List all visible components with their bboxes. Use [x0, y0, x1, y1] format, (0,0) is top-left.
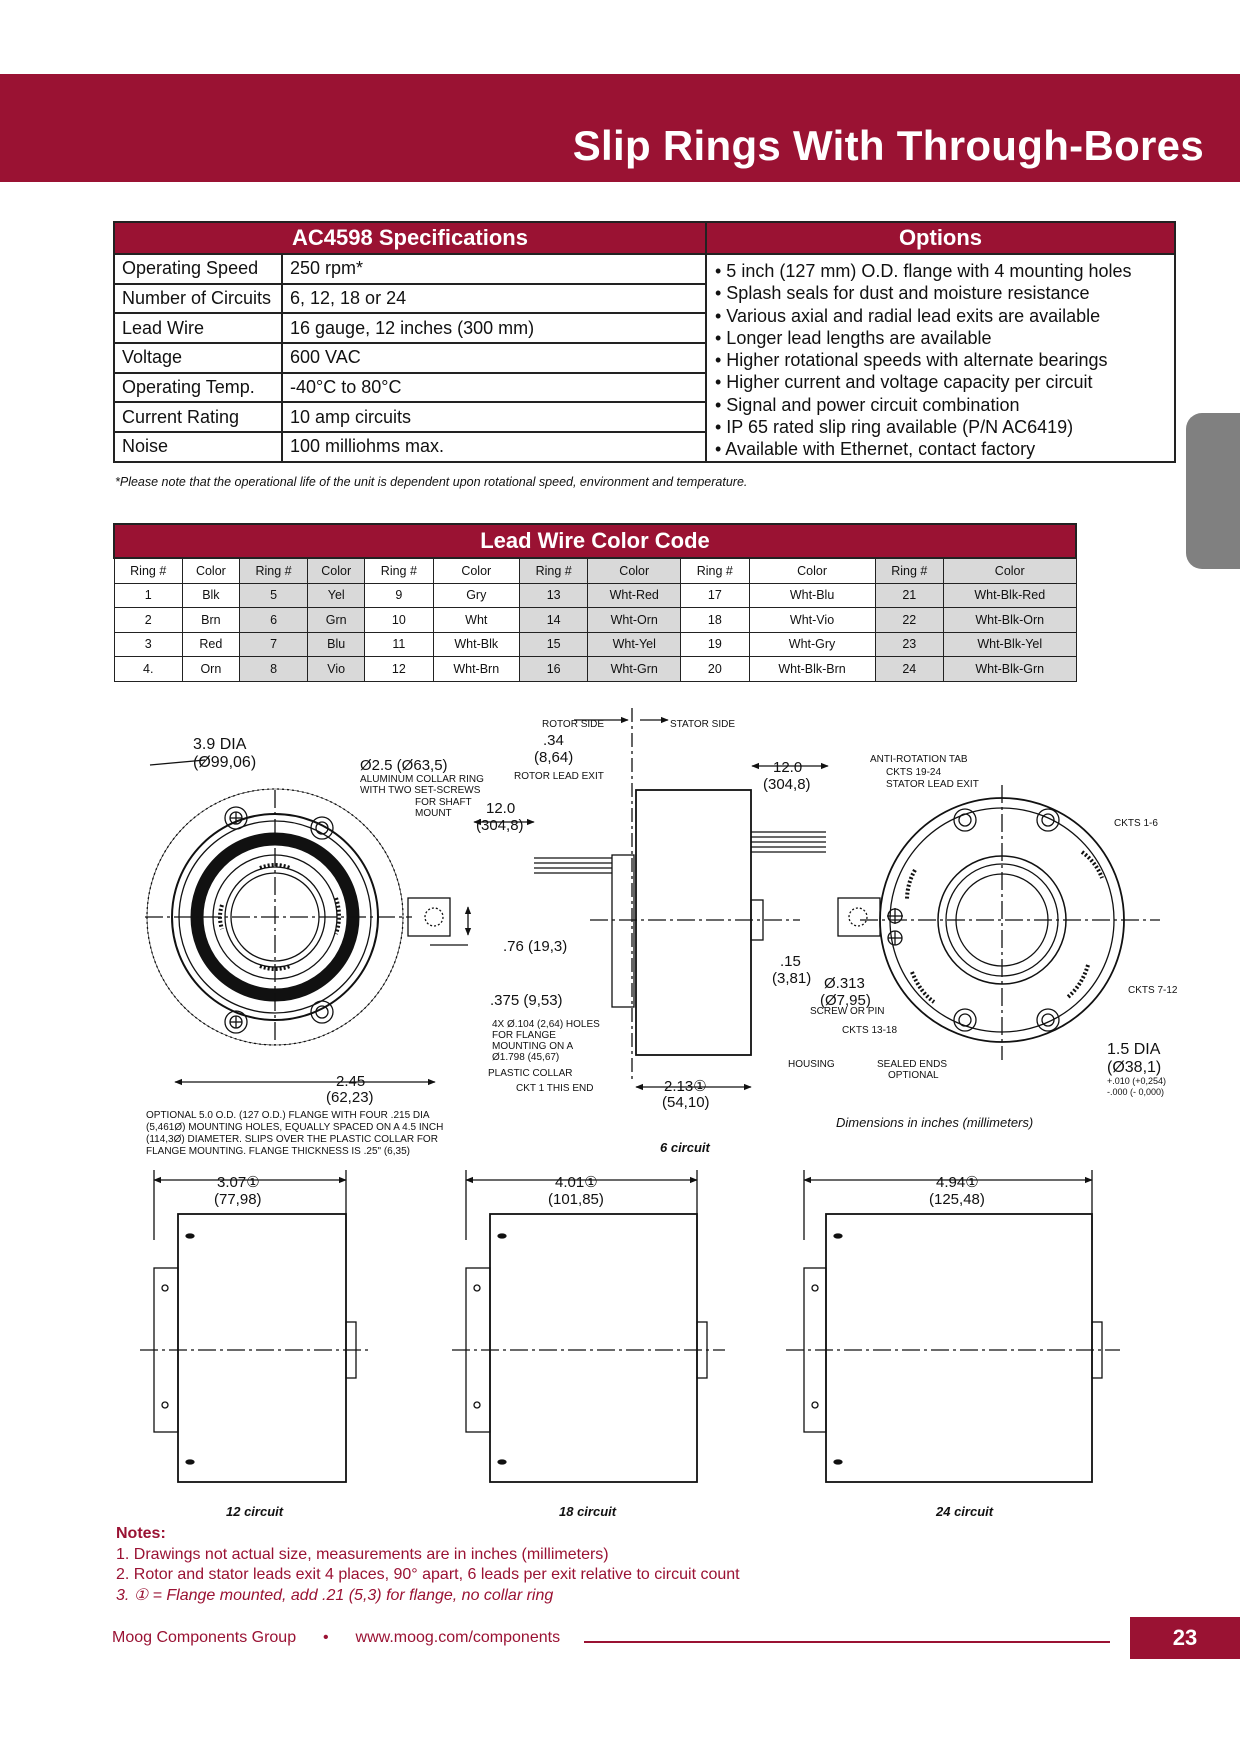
- label-dia-15: 1.5 DIA: [1107, 1041, 1161, 1058]
- footer-rule: [584, 1641, 1110, 1643]
- anti-rotation-tab-right: [838, 898, 903, 945]
- col-header-color: Color: [308, 558, 365, 583]
- label-dims-note: Dimensions in inches (millimeters): [836, 1115, 1034, 1130]
- col-header-color: Color: [588, 558, 681, 583]
- rotor-leads: [534, 858, 612, 873]
- note-item: 1. Drawings not actual size, measurements are in inches (millimeters): [116, 1545, 609, 1563]
- wire-color: Wht-Yel: [588, 632, 681, 657]
- ring-number: 17: [681, 583, 749, 608]
- spec-value: -40°C to 80°C: [282, 373, 706, 403]
- ring-number: 4.: [114, 657, 182, 682]
- label-flange-note: OPTIONAL 5.0 O.D. (127 O.D.) FLANGE WITH FOUR .215 DIA: [146, 1110, 430, 1121]
- label-ckts-1-6: CKTS 1-6: [1114, 818, 1158, 829]
- label-dim-213: 2.13①: [664, 1078, 707, 1095]
- label-flange-note: (114,3Ø) DIAMETER. SLIPS OVER THE PLASTIC COLLAR FOR: [146, 1134, 438, 1145]
- ring-number: 24: [875, 657, 943, 682]
- notes-heading: Notes:: [116, 1525, 166, 1542]
- label-rotor-lead-exit: ROTOR LEAD EXIT: [514, 771, 604, 782]
- contact-arc: [220, 905, 222, 929]
- label-dim-15-mm: (3,81): [772, 970, 812, 987]
- wire-color: Wht-Blu: [749, 583, 875, 608]
- footer-url[interactable]: www.moog.com/components: [355, 1629, 561, 1646]
- specs-heading: AC4598 Specifications: [114, 222, 706, 254]
- wire-color: Wht-Blk-Grn: [943, 657, 1076, 682]
- options-heading: Options: [706, 222, 1175, 254]
- ring-number: 6: [239, 608, 307, 633]
- label-collar-note: MOUNT: [415, 808, 452, 819]
- label-dim-213-mm: (54,10): [662, 1094, 710, 1111]
- ring-number: 9: [365, 583, 433, 608]
- label-dim-313-mm: (Ø7,95): [820, 992, 871, 1009]
- ring-number: 18: [681, 608, 749, 633]
- contact-arc: [1068, 965, 1088, 997]
- ring-number: 1: [114, 583, 182, 608]
- label-tolerance: +.010 (+0,254): [1107, 1076, 1167, 1086]
- label-holes: FOR FLANGE: [492, 1030, 556, 1041]
- option-item: • Signal and power circuit combination: [715, 394, 1020, 415]
- label-holes: MOUNTING ON A: [492, 1041, 574, 1052]
- label-dia-39-mm: (Ø99,06): [193, 754, 257, 771]
- option-item: • Higher rotational speeds with alternate bearings: [715, 350, 1108, 371]
- wire-color: Wht-Blk: [433, 632, 519, 657]
- label-ckts-13-18: CKTS 13-18: [842, 1025, 898, 1036]
- label-rotor-side: ROTOR SIDE: [542, 719, 605, 730]
- ring-number: 14: [519, 608, 587, 633]
- option-item: • Various axial and radial lead exits are available: [715, 305, 1101, 326]
- col-header-ring: Ring #: [239, 558, 307, 583]
- wire-color: Wht-Blk-Orn: [943, 608, 1076, 633]
- col-header-ring: Ring #: [681, 558, 749, 583]
- wire-color: Vio: [308, 657, 365, 682]
- wire-color: Wht-Brn: [433, 657, 519, 682]
- spec-value: 10 amp circuits: [282, 402, 706, 432]
- wire-color: Grn: [308, 608, 365, 633]
- ring-number: 23: [875, 632, 943, 657]
- label-ckt1-this-end: CKT 1 THIS END: [516, 1083, 594, 1094]
- wire-color: Wht-Blk-Red: [943, 583, 1076, 608]
- option-item: • Splash seals for dust and moisture resistance: [715, 283, 1090, 304]
- mounting-bolt: [311, 817, 333, 839]
- label-len-12-right: 12.0: [773, 759, 803, 776]
- label-anti-rotation: ANTI-ROTATION TAB: [870, 754, 968, 765]
- label-dim-76: .76 (19,3): [503, 938, 568, 955]
- label-collar-note: FOR SHAFT: [415, 797, 472, 808]
- anti-rotation-tab-left: [408, 898, 450, 936]
- ring-number: 22: [875, 608, 943, 633]
- label-holes: Ø1.798 (45,67): [492, 1052, 560, 1063]
- mounting-bolt: [1037, 809, 1059, 831]
- spec-value: 100 milliohms max.: [282, 432, 706, 462]
- ring-number: 15: [519, 632, 587, 657]
- ring-number: 5: [239, 583, 307, 608]
- ring-number: 13: [519, 583, 587, 608]
- spec-value: 250 rpm*: [282, 254, 706, 284]
- label-housing: HOUSING: [788, 1059, 835, 1070]
- label-stator-lead-exit: STATOR LEAD EXIT: [886, 779, 979, 790]
- col-header-color: Color: [182, 558, 239, 583]
- note-item: 2. Rotor and stator leads exit 4 places, 90° apart, 6 leads per exit relative to circuit count: [116, 1566, 740, 1583]
- spec-label: Operating Temp.: [114, 373, 282, 403]
- spec-label: Operating Speed: [114, 254, 282, 284]
- wire-color: Red: [182, 632, 239, 657]
- footer-company: Moog Components Group: [112, 1629, 297, 1646]
- spec-label: Current Rating: [114, 402, 282, 432]
- contact-arc: [907, 870, 915, 900]
- ring-number: 10: [365, 608, 433, 633]
- option-item: • Available with Ethernet, contact factory: [715, 439, 1036, 460]
- wire-color: Orn: [182, 657, 239, 682]
- label-dia-15-mm: (Ø38,1): [1107, 1059, 1162, 1076]
- label-len-12c-mm: (77,98): [214, 1191, 262, 1208]
- label-collar-dim: Ø2.5 (Ø63,5): [360, 757, 448, 774]
- wire-color: Wht-Blk-Yel: [943, 632, 1076, 657]
- spec-label: Noise: [114, 432, 282, 462]
- label-len-24c-mm: (125,48): [929, 1191, 985, 1208]
- spec-footnote: *Please note that the operational life of the unit is dependent upon rotational speed, environment and temperature.: [115, 475, 748, 489]
- ring-number: 19: [681, 632, 749, 657]
- label-len-12c: 3.07①: [217, 1174, 260, 1191]
- option-item: • Higher current and voltage capacity per circuit: [715, 372, 1093, 393]
- label-plastic-collar: PLASTIC COLLAR: [488, 1068, 573, 1079]
- col-header-ring: Ring #: [114, 558, 182, 583]
- option-item: • IP 65 rated slip ring available (P/N AC6419): [715, 417, 1074, 438]
- mounting-bolt: [225, 1011, 247, 1033]
- col-header-color: Color: [749, 558, 875, 583]
- label-ckts-19-24: CKTS 19-24: [886, 767, 942, 778]
- notes-section: [116, 1524, 740, 1606]
- spec-value: 16 gauge, 12 inches (300 mm): [282, 313, 706, 343]
- footer: [112, 1629, 560, 1647]
- mounting-bolt: [954, 1009, 976, 1031]
- label-flange-note: FLANGE MOUNTING. FLANGE THICKNESS IS .25" (6,35): [146, 1146, 410, 1157]
- mounting-bolt: [954, 809, 976, 831]
- page-title: Slip Rings With Through-Bores: [572, 122, 1204, 169]
- spec-value: 600 VAC: [282, 343, 706, 373]
- wire-color: Wht-Red: [588, 583, 681, 608]
- wire-color: Gry: [433, 583, 519, 608]
- spec-label: Lead Wire: [114, 313, 282, 343]
- label-dim-245: 2.45: [336, 1073, 366, 1090]
- label-len-12-left: 12.0: [486, 800, 516, 817]
- label-dim-15: .15: [780, 953, 801, 970]
- wire-color: Wht-Grn: [588, 657, 681, 682]
- col-header-ring: Ring #: [365, 558, 433, 583]
- label-dia-39: 3.9 DIA: [193, 736, 247, 753]
- label-tolerance: -.000 (- 0,000): [1107, 1087, 1165, 1097]
- spec-label: Voltage: [114, 343, 282, 373]
- label-dim-34: .34: [543, 732, 564, 749]
- label-stator-side: STATOR SIDE: [670, 719, 736, 730]
- label-len-18c-mm: (101,85): [548, 1191, 604, 1208]
- wire-color: Brn: [182, 608, 239, 633]
- col-header-color: Color: [433, 558, 519, 583]
- caption-6-circuit: 6 circuit: [660, 1140, 710, 1155]
- footer-separator: •: [323, 1629, 329, 1646]
- label-sealed-ends-opt: OPTIONAL: [888, 1070, 939, 1081]
- spec-label: Number of Circuits: [114, 284, 282, 314]
- wire-color: Blu: [308, 632, 365, 657]
- label-dim-313: Ø.313: [824, 975, 865, 992]
- ring-number: 7: [239, 632, 307, 657]
- page-number: 23: [1130, 1617, 1240, 1659]
- label-ckts-7-12: CKTS 7-12: [1128, 985, 1178, 996]
- spec-value: 6, 12, 18 or 24: [282, 284, 706, 314]
- col-header-color: Color: [943, 558, 1076, 583]
- view-12-circuit: [140, 1170, 372, 1482]
- label-len-12-right-mm: (304,8): [763, 776, 811, 793]
- ring-number: 11: [365, 632, 433, 657]
- view-24-circuit: [786, 1170, 1120, 1482]
- label-dim-375: .375 (9,53): [490, 992, 563, 1009]
- wire-color: Blk: [182, 583, 239, 608]
- ring-number: 2: [114, 608, 182, 633]
- ring-number: 8: [239, 657, 307, 682]
- stator-leads: [751, 832, 826, 852]
- label-holes: 4X Ø.104 (2,64) HOLES: [492, 1019, 600, 1030]
- wire-color: Wht-Orn: [588, 608, 681, 633]
- label-sealed-ends: SEALED ENDS: [877, 1059, 948, 1070]
- label-screw-or-pin: SCREW OR PIN: [810, 1006, 885, 1017]
- label-len-12-left-mm: (304,8): [476, 817, 524, 834]
- ring-number: 16: [519, 657, 587, 682]
- wire-color: Wht-Vio: [749, 608, 875, 633]
- lead-wire-heading: Lead Wire Color Code: [114, 524, 1076, 558]
- wire-color: Wht-Blk-Brn: [749, 657, 875, 682]
- ring-number: 12: [365, 657, 433, 682]
- label-len-18c: 4.01①: [555, 1174, 598, 1191]
- option-item: • Longer lead lengths are available: [715, 327, 992, 348]
- contact-arc: [912, 972, 934, 1002]
- option-item: • 5 inch (127 mm) O.D. flange with 4 mounting holes: [715, 261, 1132, 281]
- label-collar-note: ALUMINUM COLLAR RING: [360, 774, 484, 785]
- label-flange-note: (5,461Ø) MOUNTING HOLES, EQUALLY SPACED ON A 4.5 INCH: [146, 1122, 444, 1133]
- ring-number: 20: [681, 657, 749, 682]
- label-dim-34-mm: (8,64): [534, 749, 574, 766]
- view-18-circuit: [452, 1170, 725, 1482]
- col-header-ring: Ring #: [519, 558, 587, 583]
- caption-18-circuit: 18 circuit: [559, 1504, 617, 1519]
- ring-number: 3: [114, 632, 182, 657]
- mounting-bolt: [1037, 1009, 1059, 1031]
- label-len-24c: 4.94①: [936, 1174, 979, 1191]
- wire-color: Yel: [308, 583, 365, 608]
- ring-number: 21: [875, 583, 943, 608]
- caption-24-circuit: 24 circuit: [936, 1504, 994, 1519]
- collar-side: [612, 855, 634, 1007]
- col-header-ring: Ring #: [875, 558, 943, 583]
- wire-color: Wht: [433, 608, 519, 633]
- wire-color: Wht-Gry: [749, 632, 875, 657]
- caption-12-circuit: 12 circuit: [226, 1504, 284, 1519]
- label-dim-245-mm: (62,23): [326, 1089, 374, 1106]
- housing-side: [636, 790, 751, 1055]
- label-collar-note: WITH TWO SET-SCREWS: [360, 785, 481, 796]
- note-item: 3. ① = Flange mounted, add .21 (5,3) for flange, no collar ring: [116, 1586, 554, 1604]
